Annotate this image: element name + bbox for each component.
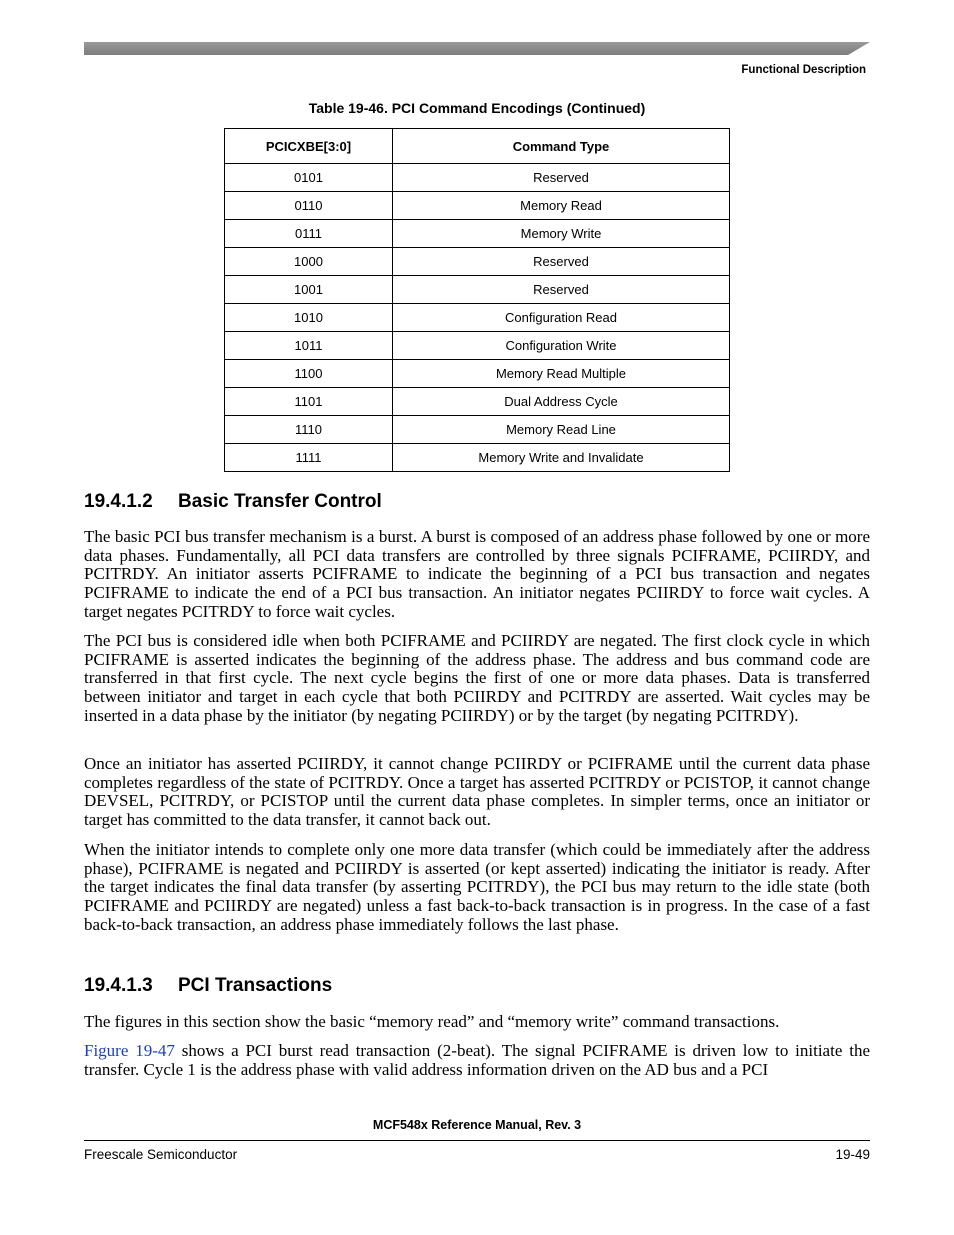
table-cell: 1011 [225, 332, 393, 360]
table-row [225, 332, 730, 360]
table-row [225, 248, 730, 276]
table-row [225, 164, 730, 192]
table-cell: 1100 [225, 360, 393, 388]
table-row [225, 416, 730, 444]
command-encodings-table [224, 128, 730, 472]
paragraph: Once an initiator has asserted PCIIRDY, it cannot change PCIIRDY or PCIFRAME until the current data phase completes regardless of the state of PCITRDY. Once a target has asserted PCITRDY or PCISTOP, it cannot change DEVSEL, PCITRDY, or PCISTOP until the current data phase completes. In simpler terms, once an initiator or target has committed to the data transfer, it cannot back out. [84, 754, 870, 830]
table-cell: 1101 [225, 388, 393, 416]
table-row [225, 276, 730, 304]
table-cell: 1110 [225, 416, 393, 444]
table-row [225, 360, 730, 388]
table-cell: Reserved [393, 248, 730, 276]
paragraph: The PCI bus is considered idle when both PCIFRAME and PCIIRDY are negated. The first clock cycle in which PCIFRAME is asserted indicates the beginning of the address phase. The address and bus command code are transferred in that first cycle. The next cycle begins the first of one or more data phases. Data is transferred between initiator and target in each cycle that both PCIIRDY and PCITRDY are asserted. Wait cycles may be inserted in a data phase by the initiator (by negating PCIIRDY) or by the target (by negating PCITRDY). [84, 631, 870, 725]
table-cell: Memory Read Line [393, 416, 730, 444]
table-cell: 1000 [225, 248, 393, 276]
table-cell: Memory Read [393, 192, 730, 220]
table-cell: Configuration Write [393, 332, 730, 360]
table-cell: 0101 [225, 164, 393, 192]
column-header: PCICXBE[3:0] [225, 129, 393, 164]
paragraph [84, 1042, 870, 1079]
table-cell: Memory Write [393, 220, 730, 248]
table-row [225, 388, 730, 416]
table-row [225, 192, 730, 220]
page-number: 19-49 [835, 1147, 870, 1162]
table-row [225, 304, 730, 332]
section-heading [84, 491, 382, 513]
section-title: Basic Transfer Control [178, 491, 382, 512]
table-caption: Table 19-46. PCI Command Encodings (Continued) [308, 100, 646, 116]
manual-title: MCF548x Reference Manual, Rev. 3 [372, 1118, 582, 1132]
paragraph: The figures in this section show the basic “memory read” and “memory write” command transactions. [84, 1012, 780, 1031]
paragraph: When the initiator intends to complete only one more data transfer (which could be immediately after the address phase), PCIFRAME is negated and PCIIRDY is asserted (or kept asserted) indicating the initiator is ready. After the target indicates the final data transfer (by asserting PCITRDY), the PCI bus may return to the idle state (both PCIFRAME and PCIIRDY are negated) unless a fast back-to-back transaction is in progress. In the case of a fast back-to-back transaction, an address phase immediately follows the last phase. [84, 840, 870, 934]
table-cell: Configuration Read [393, 304, 730, 332]
company-name: Freescale Semiconductor [84, 1147, 238, 1162]
section-title: PCI Transactions [178, 975, 333, 996]
section-number: 19.4.1.3 [84, 975, 153, 996]
paragraph-text: shows a PCI burst read transaction (2-beat). The signal PCIFRAME is driven low to initiate the transfer. Cycle 1 is the address phase with valid address information driven on the AD bus and a PCI [84, 1041, 870, 1079]
table-cell: Reserved [393, 164, 730, 192]
table-cell: Memory Write and Invalidate [393, 444, 730, 472]
column-header: Command Type [393, 129, 730, 164]
table-cell: Dual Address Cycle [393, 388, 730, 416]
header-bar [84, 42, 870, 55]
table-row [225, 220, 730, 248]
table-header-row [225, 129, 730, 164]
table-cell: 0110 [225, 192, 393, 220]
paragraph: The basic PCI bus transfer mechanism is a burst. A burst is composed of an address phase followed by one or more data phases. Fundamentally, all PCI data transfers are controlled by three signals PCIFRAME, PCIIRDY, and PCITRDY. An initiator asserts PCIFRAME to indicate the beginning of a PCI bus transaction and negates PCIFRAME to indicate the end of a PCI bus transaction. An initiator negates PCIIRDY to force wait cycles. A target negates PCITRDY to force wait cycles. [84, 527, 870, 621]
figure-link[interactable]: Figure 19-47 [84, 1041, 175, 1060]
table-cell: 1001 [225, 276, 393, 304]
table-row [225, 444, 730, 472]
section-heading [84, 975, 332, 997]
running-title: Functional Description [741, 64, 866, 76]
footer-divider [84, 1140, 870, 1141]
table-cell: 0111 [225, 220, 393, 248]
table-cell: Reserved [393, 276, 730, 304]
table-cell: 1010 [225, 304, 393, 332]
table-cell: Memory Read Multiple [393, 360, 730, 388]
table-cell: 1111 [225, 444, 393, 472]
section-number: 19.4.1.2 [84, 491, 153, 512]
